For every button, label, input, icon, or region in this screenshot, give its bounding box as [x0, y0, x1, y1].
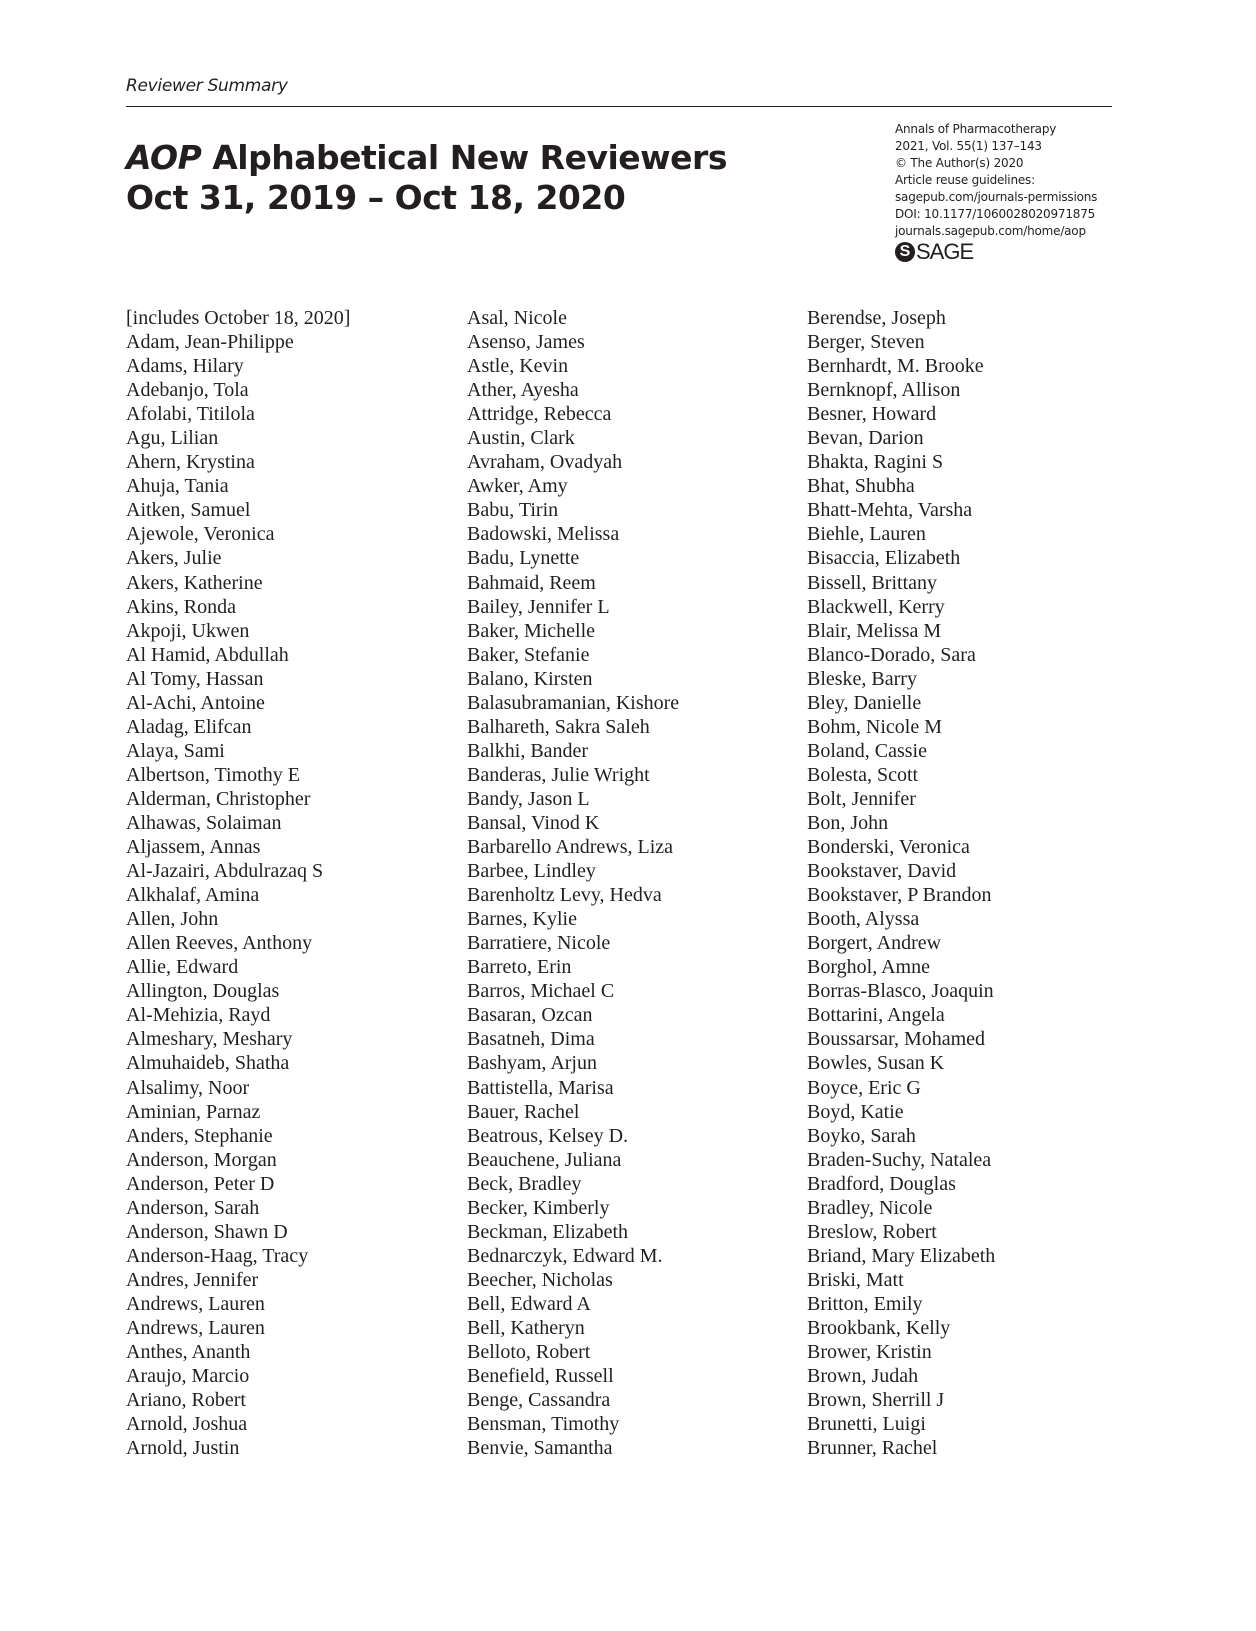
title-journal-abbr: AOP	[126, 138, 202, 177]
reviewer-name: Anderson, Peter D	[126, 1172, 275, 1195]
reviewer-name: Bookstaver, David	[807, 860, 957, 883]
reviewer-name: Beckman, Elizabeth	[467, 1220, 629, 1243]
copyright: © The Author(s) 2020	[895, 156, 1024, 170]
reviewer-name: Belloto, Robert	[467, 1341, 591, 1364]
reviewer-name: Banderas, Julie Wright	[467, 763, 650, 786]
reviewer-name: Anders, Stephanie	[126, 1124, 273, 1147]
journal-name: Annals of Pharmacotherapy	[895, 122, 1057, 136]
reviewer-name: Ahern, Krystina	[126, 451, 255, 474]
doi[interactable]: DOI: 10.1177/1060028020971875	[895, 207, 1096, 221]
reviewer-name: Boyko, Sarah	[807, 1124, 916, 1147]
reviewer-name: Bohm, Nicole M	[807, 715, 942, 738]
reviewer-name: Briand, Mary Elizabeth	[807, 1244, 996, 1267]
reviewer-name: Besner, Howard	[807, 403, 937, 426]
reviewer-name: Bonderski, Veronica	[807, 836, 970, 859]
reviewer-name: Bleske, Barry	[807, 667, 917, 690]
reviewer-name: Astle, Kevin	[467, 355, 569, 378]
reviewer-name: Breslow, Robert	[807, 1220, 937, 1243]
article-metadata	[895, 121, 1097, 240]
reviewer-name: Anderson, Sarah	[126, 1196, 260, 1219]
reviewer-name: Brunner, Rachel	[807, 1437, 938, 1460]
journal-home-link[interactable]: journals.sagepub.com/home/aop	[895, 224, 1086, 238]
reviewer-name: Brown, Sherrill J	[807, 1389, 945, 1412]
reviewer-name: Brookbank, Kelly	[807, 1316, 951, 1339]
reviewer-name: Brower, Kristin	[807, 1341, 932, 1364]
reviewer-name: Battistella, Marisa	[467, 1076, 614, 1099]
reviewer-name: Alaya, Sami	[126, 739, 225, 762]
reviewer-name: Al-Jazairi, Abdulrazaq S	[126, 860, 324, 883]
reviewer-name: Adam, Jean-Philippe	[126, 331, 294, 354]
reviewer-name: Basaran, Ozcan	[467, 1004, 593, 1027]
reviewer-name: Boyce, Eric G	[807, 1076, 921, 1099]
reviewer-name: Bradford, Douglas	[807, 1172, 956, 1195]
reviewer-name: Beecher, Nicholas	[467, 1268, 613, 1291]
reviewer-name: Bell, Edward A	[467, 1292, 591, 1315]
reviewer-name: Austin, Clark	[467, 427, 575, 450]
reviewer-name: Benge, Cassandra	[467, 1389, 611, 1412]
reviewer-name: Boyd, Katie	[807, 1100, 904, 1123]
sage-s-circle-icon: S	[895, 242, 915, 262]
reviewer-name: Anthes, Ananth	[126, 1341, 251, 1364]
reviewer-name: Adams, Hilary	[126, 355, 244, 378]
reviewer-name: Asenso, James	[467, 331, 585, 354]
reviewer-name: Badowski, Melissa	[467, 523, 620, 546]
reviewer-name: Bhatt-Mehta, Varsha	[807, 499, 973, 522]
reviewer-name: Allen, John	[126, 908, 219, 931]
reviewer-name: Blair, Melissa M	[807, 619, 942, 642]
reviewer-name: Bahmaid, Reem	[467, 571, 596, 594]
reviewer-name: Ather, Ayesha	[467, 379, 579, 402]
reviewer-name: Bhat, Shubha	[807, 475, 915, 498]
reviewer-name: Akers, Katherine	[126, 571, 263, 594]
reviewer-name: Allie, Edward	[126, 956, 239, 979]
reviewer-name: Bhakta, Ragini S	[807, 451, 944, 474]
reviewer-name: Boussarsar, Mohamed	[807, 1028, 986, 1051]
reviewer-name: Akins, Ronda	[126, 595, 236, 618]
reviewer-name: Baker, Michelle	[467, 619, 596, 642]
reviewer-name: Bandy, Jason L	[467, 787, 590, 810]
reviewer-name: Biehle, Lauren	[807, 523, 926, 546]
reviewer-name: Blackwell, Kerry	[807, 595, 945, 618]
reviewer-name: Balhareth, Sakra Saleh	[467, 715, 650, 738]
reviewer-name: Bashyam, Arjun	[467, 1052, 597, 1075]
reviewer-name: Andrews, Lauren	[126, 1316, 265, 1339]
reviewer-name: Alsalimy, Noor	[126, 1076, 250, 1099]
reviewer-name: Adebanjo, Tola	[126, 379, 249, 402]
reviewer-name: Agu, Lilian	[126, 427, 219, 450]
reviewer-name: Bissell, Brittany	[807, 571, 937, 594]
reviewer-name: Bowles, Susan K	[807, 1052, 945, 1075]
reviewer-name: Bernhardt, M. Brooke	[807, 355, 984, 378]
reviewer-column-1	[126, 306, 456, 1460]
reviewer-name: Awker, Amy	[467, 475, 568, 498]
volume-info: 2021, Vol. 55(1) 137–143	[895, 139, 1042, 153]
sage-logo-text: SAGE	[916, 239, 974, 264]
reuse-link[interactable]: sagepub.com/journals-permissions	[895, 190, 1098, 204]
reviewer-name: Aljassem, Annas	[126, 836, 261, 859]
reviewer-column-2	[467, 306, 797, 1460]
reviewer-name: Bradley, Nicole	[807, 1196, 933, 1219]
reviewer-name: Bottarini, Angela	[807, 1004, 945, 1027]
reviewer-name: Al-Mehizia, Rayd	[126, 1004, 271, 1027]
reviewer-name: Booth, Alyssa	[807, 908, 920, 931]
reviewer-name: Allington, Douglas	[126, 980, 280, 1003]
reviewer-name: Bernknopf, Allison	[807, 379, 961, 402]
reviewer-name: Anderson, Shawn D	[126, 1220, 288, 1243]
reviewer-name: Alhawas, Solaiman	[126, 811, 282, 834]
reviewer-name: Barratiere, Nicole	[467, 932, 611, 955]
reviewer-name: Boland, Cassie	[807, 739, 927, 762]
reviewer-name: Almuhaideb, Shatha	[126, 1052, 290, 1075]
reviewer-name: Bookstaver, P Brandon	[807, 884, 992, 907]
list-note: [includes October 18, 2020]	[126, 307, 351, 329]
reviewer-name: Bensman, Timothy	[467, 1413, 620, 1436]
reviewer-name: Aitken, Samuel	[126, 499, 251, 522]
reviewer-name: Arnold, Joshua	[126, 1413, 248, 1436]
reviewer-name: Barbarello Andrews, Liza	[467, 836, 674, 859]
reviewer-name: Bolesta, Scott	[807, 763, 919, 786]
reviewer-name: Bailey, Jennifer L	[467, 595, 610, 618]
reviewer-name: Anderson, Morgan	[126, 1148, 277, 1171]
reviewer-name: Andrews, Lauren	[126, 1292, 265, 1315]
reviewer-name: Al Tomy, Hassan	[126, 667, 264, 690]
reviewer-name: Babu, Tirin	[467, 499, 559, 522]
reviewer-name: Akpoji, Ukwen	[126, 619, 250, 642]
reviewer-name: Blanco-Dorado, Sara	[807, 643, 976, 666]
reviewer-name: Bevan, Darion	[807, 427, 924, 450]
reviewer-name: Afolabi, Titilola	[126, 403, 255, 426]
reviewer-name: Avraham, Ovadyah	[467, 451, 623, 474]
reviewer-name: Borgert, Andrew	[807, 932, 942, 955]
reviewer-name: Albertson, Timothy E	[126, 763, 300, 786]
reviewer-name: Benvie, Samantha	[467, 1437, 613, 1460]
reviewer-name: Bell, Katheryn	[467, 1316, 585, 1339]
reviewer-name: Basatneh, Dima	[467, 1028, 595, 1051]
reviewer-name: Balasubramanian, Kishore	[467, 691, 680, 714]
reviewer-name: Beatrous, Kelsey D.	[467, 1124, 629, 1147]
reviewer-name: Balkhi, Bander	[467, 739, 589, 762]
reviewer-name: Baker, Stefanie	[467, 643, 590, 666]
reviewer-name: Al Hamid, Abdullah	[126, 643, 289, 666]
reviewer-name: Balano, Kirsten	[467, 667, 593, 690]
reviewer-name: Beauchene, Juliana	[467, 1148, 622, 1171]
reviewer-name: Ahuja, Tania	[126, 475, 229, 498]
reviewer-name: Benefield, Russell	[467, 1365, 614, 1388]
reviewer-name: Araujo, Marcio	[126, 1365, 250, 1388]
reviewer-name: Almeshary, Meshary	[126, 1028, 293, 1051]
reviewer-name: Ariano, Robert	[126, 1389, 246, 1412]
reviewer-name: Anderson-Haag, Tracy	[126, 1244, 309, 1267]
reviewer-name: Berendse, Joseph	[807, 307, 946, 329]
reviewer-name: Arnold, Justin	[126, 1437, 240, 1460]
reviewer-name: Bley, Danielle	[807, 691, 922, 714]
reviewer-name: Beck, Bradley	[467, 1172, 582, 1195]
reviewer-name: Berger, Steven	[807, 331, 925, 354]
sage-logo	[895, 240, 973, 264]
reviewer-name: Brown, Judah	[807, 1365, 919, 1388]
reviewer-name: Becker, Kimberly	[467, 1196, 610, 1219]
reviewer-name: Aminian, Parnaz	[126, 1100, 261, 1123]
reviewer-name: Alkhalaf, Amina	[126, 884, 260, 907]
reviewer-name: Bisaccia, Elizabeth	[807, 547, 961, 570]
reviewer-name: Attridge, Rebecca	[467, 403, 612, 426]
reviewer-name: Alderman, Christopher	[126, 787, 311, 810]
reviewer-name: Brunetti, Luigi	[807, 1413, 926, 1436]
reviewer-name: Briski, Matt	[807, 1268, 904, 1291]
reviewer-name: Ajewole, Veronica	[126, 523, 275, 546]
running-head: Reviewer Summary	[126, 76, 288, 96]
reviewer-name: Aladag, Elifcan	[126, 715, 252, 738]
reviewer-name: Bauer, Rachel	[467, 1100, 580, 1123]
reviewer-name: Borghol, Amne	[807, 956, 930, 979]
reviewer-name: Bednarczyk, Edward M.	[467, 1244, 663, 1267]
reviewer-name: Barreto, Erin	[467, 956, 572, 979]
reviewer-name: Al-Achi, Antoine	[126, 691, 265, 714]
reviewer-name: Barbee, Lindley	[467, 860, 596, 883]
reviewer-name: Barnes, Kylie	[467, 908, 577, 931]
reviewer-name: Allen Reeves, Anthony	[126, 932, 313, 955]
title-date-range: Oct 31, 2019 – Oct 18, 2020	[126, 178, 626, 217]
reviewer-name: Braden-Suchy, Natalea	[807, 1148, 992, 1171]
title-line1: Alphabetical New Reviewers	[201, 138, 727, 177]
reviewer-name: Borras-Blasco, Joaquin	[807, 980, 994, 1003]
reviewer-name: Barros, Michael C	[467, 980, 615, 1003]
reuse-label: Article reuse guidelines:	[895, 173, 1035, 187]
reviewer-name: Andres, Jennifer	[126, 1268, 259, 1291]
page-title	[126, 138, 727, 218]
reviewer-name: Akers, Julie	[126, 547, 222, 570]
reviewer-column-3	[807, 306, 1137, 1460]
reviewer-name: Britton, Emily	[807, 1292, 923, 1315]
reviewer-name: Bolt, Jennifer	[807, 787, 916, 810]
reviewer-name: Badu, Lynette	[467, 547, 580, 570]
reviewer-name: Bansal, Vinod K	[467, 811, 600, 834]
reviewer-name: Asal, Nicole	[467, 307, 567, 329]
header-rule	[126, 106, 1112, 107]
reviewer-name: Barenholtz Levy, Hedva	[467, 884, 662, 907]
reviewer-name: Bon, John	[807, 811, 889, 834]
